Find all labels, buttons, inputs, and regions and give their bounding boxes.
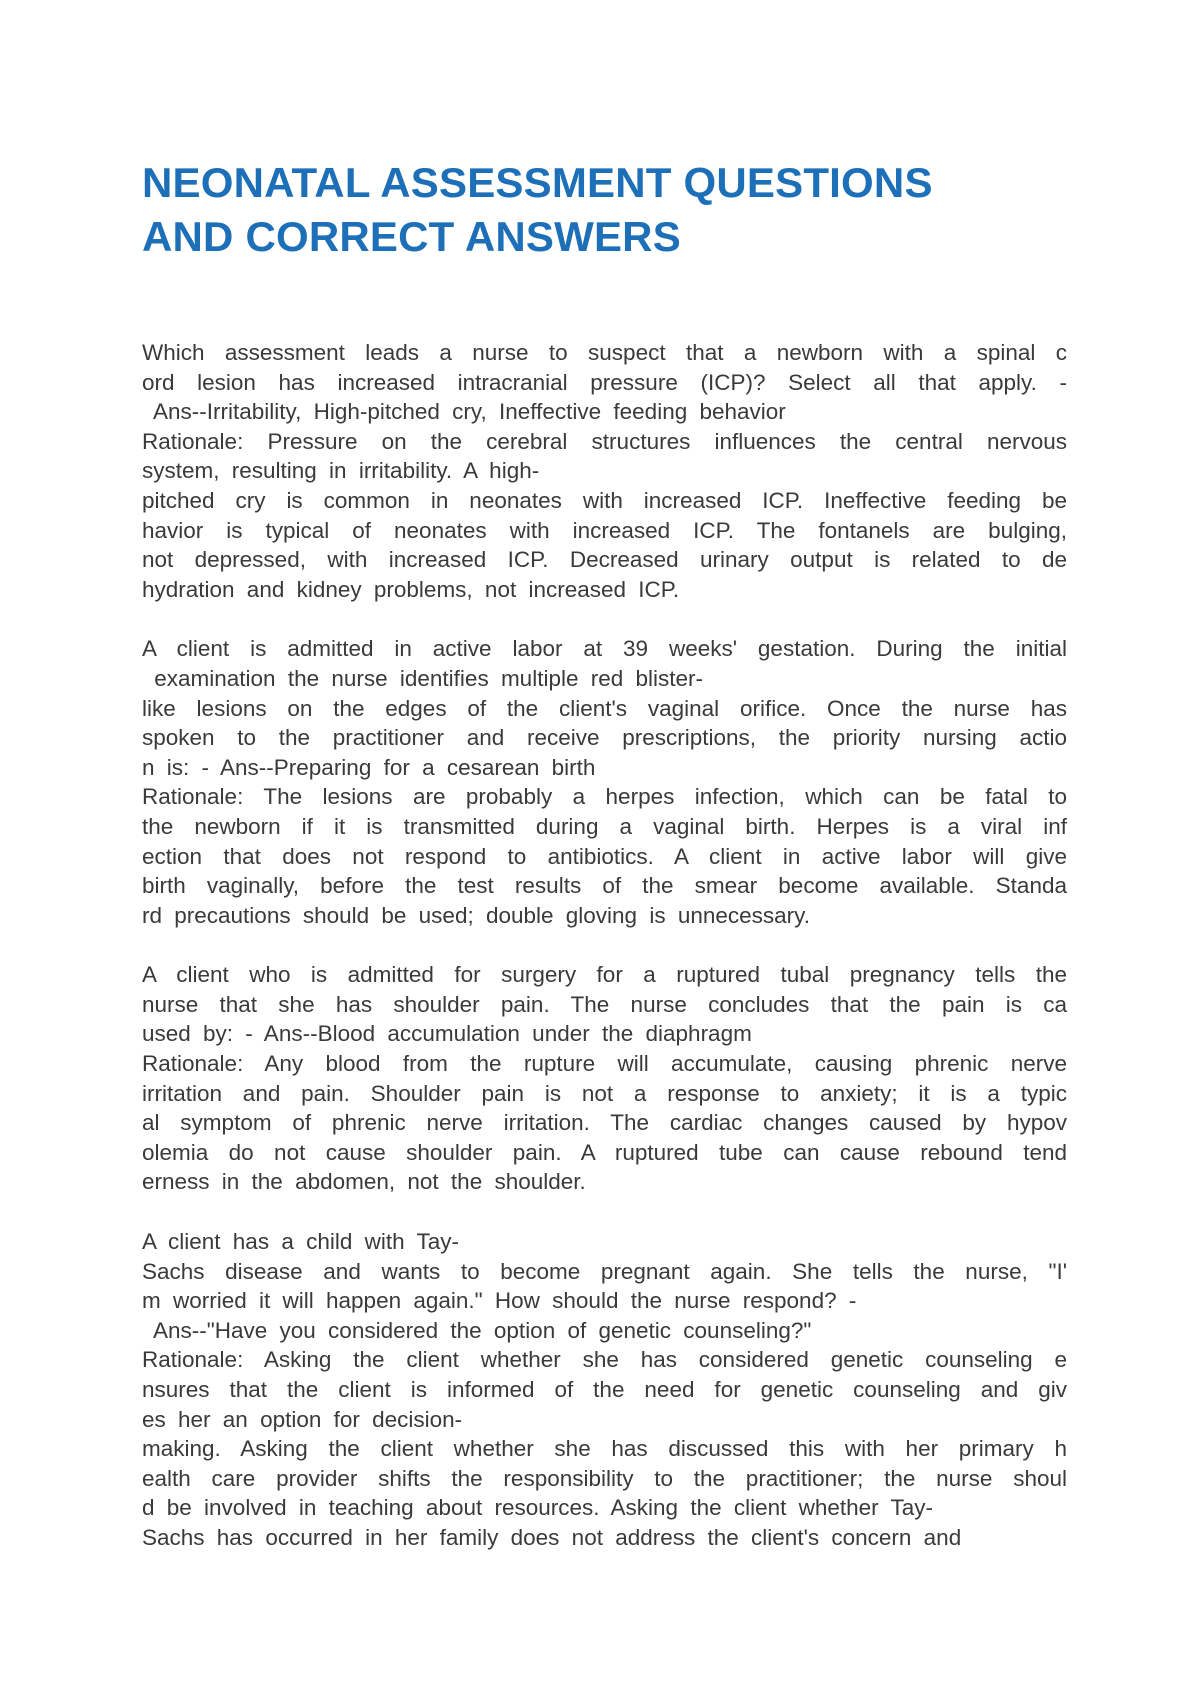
text-line: irritation and pain. Shoulder pain is not a response to anxiety; it is a typic bbox=[142, 1080, 1067, 1106]
text-line: hydration and kidney problems, not increased ICP. bbox=[142, 576, 680, 602]
qa-block bbox=[142, 960, 1067, 1197]
text-line: Rationale: The lesions are probably a herpes infection, which can be fatal to bbox=[142, 784, 1067, 810]
text-line: like lesions on the edges of the client's vaginal orifice. Once the nurse has bbox=[142, 695, 1067, 721]
text-line: A client is admitted in active labor at 39 weeks' gestation. During the initial bbox=[142, 636, 1067, 662]
text-line: ealth care provider shifts the responsibility to the practitioner; the nurse shoul bbox=[142, 1465, 1067, 1491]
text-line: m worried it will happen again." How should the nurse respond? - bbox=[142, 1288, 857, 1314]
text-line: Which assessment leads a nurse to suspect that a newborn with a spinal c bbox=[142, 340, 1067, 365]
text-line: Ans--"Have you considered the option of genetic counseling?" bbox=[142, 1317, 812, 1343]
text-line: examination the nurse identifies multiple red blister- bbox=[142, 665, 704, 691]
text-line: used by: - Ans--Blood accumulation under the diaphragm bbox=[142, 1021, 752, 1047]
text-line: Rationale: Any blood from the rupture will accumulate, causing phrenic nerve bbox=[142, 1051, 1067, 1077]
text-line: Ans--Irritability, High-pitched cry, Ineffective feeding behavior bbox=[142, 399, 786, 425]
text-line: birth vaginally, before the test results of the smear become available. Standa bbox=[142, 873, 1067, 899]
text-line: rd precautions should be used; double gloving is unnecessary. bbox=[142, 902, 810, 928]
document-title bbox=[142, 156, 1067, 264]
text-line: d be involved in teaching about resources. Asking the client whether Tay- bbox=[142, 1495, 934, 1521]
text-line: nurse that she has shoulder pain. The nurse concludes that the pain is ca bbox=[142, 991, 1067, 1017]
text-line: havior is typical of neonates with increased ICP. The fontanels are bulging, bbox=[142, 517, 1067, 543]
text-line: Sachs has occurred in her family does not address the client's concern and bbox=[142, 1524, 962, 1550]
title-line-1: NEONATAL ASSESSMENT QUESTIONS bbox=[142, 159, 933, 206]
text-line: ection that does not respond to antibiotics. A client in active labor will give bbox=[142, 843, 1067, 869]
qa-block bbox=[142, 634, 1067, 930]
text-line: erness in the abdomen, not the shoulder. bbox=[142, 1169, 586, 1195]
qa-block bbox=[142, 338, 1067, 604]
text-line: nsures that the client is informed of the need for genetic counseling and giv bbox=[142, 1377, 1067, 1402]
text-line: the newborn if it is transmitted during a vaginal birth. Herpes is a viral inf bbox=[142, 813, 1067, 839]
text-line: es her an option for decision- bbox=[142, 1406, 463, 1432]
qa-block bbox=[142, 1227, 1067, 1553]
text-line: olemia do not cause shoulder pain. A ruptured tube can cause rebound tend bbox=[142, 1139, 1067, 1165]
text-line: n is: - Ans--Preparing for a cesarean birth bbox=[142, 754, 596, 780]
text-line: spoken to the practitioner and receive prescriptions, the priority nursing actio bbox=[142, 725, 1067, 751]
text-line: pitched cry is common in neonates with increased ICP. Ineffective feeding be bbox=[142, 487, 1067, 513]
text-line: al symptom of phrenic nerve irritation. The cardiac changes caused by hypov bbox=[142, 1110, 1067, 1136]
text-line: system, resulting in irritability. A high- bbox=[142, 458, 540, 484]
text-line: Rationale: Pressure on the cerebral structures influences the central nervous bbox=[142, 428, 1067, 454]
text-line: A client has a child with Tay- bbox=[142, 1229, 459, 1255]
text-line: making. Asking the client whether she has discussed this with her primary h bbox=[142, 1436, 1067, 1462]
qa-list bbox=[142, 338, 1067, 1553]
title-line-2: AND CORRECT ANSWERS bbox=[142, 213, 681, 260]
document-page bbox=[142, 156, 1067, 1583]
text-line: Rationale: Asking the client whether she has considered genetic counseling e bbox=[142, 1347, 1067, 1373]
text-line: A client who is admitted for surgery for a ruptured tubal pregnancy tells the bbox=[142, 962, 1067, 988]
text-line: Sachs disease and wants to become pregnant again. She tells the nurse, "I' bbox=[142, 1258, 1067, 1284]
text-line: ord lesion has increased intracranial pressure (ICP)? Select all that apply. - bbox=[142, 369, 1067, 395]
text-line: not depressed, with increased ICP. Decreased urinary output is related to de bbox=[142, 547, 1067, 573]
